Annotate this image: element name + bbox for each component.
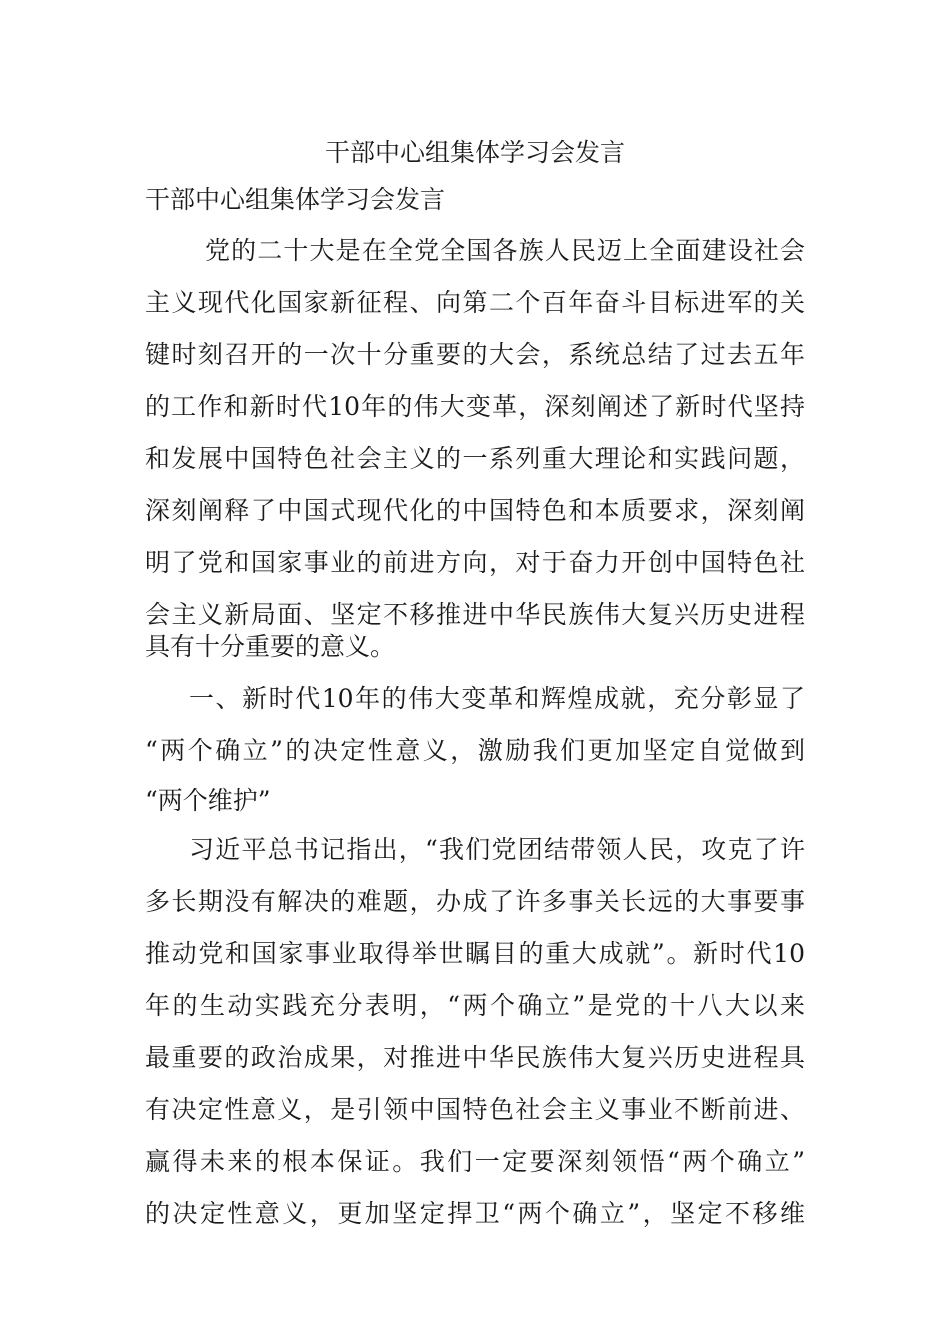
paragraph-line: 推动党和国家事业取得举世瞩目的重大成就”。新时代10 xyxy=(145,939,805,968)
paragraph-line: 多长期没有解决的难题，办成了许多事关长远的大事要事 xyxy=(145,887,805,916)
paragraph-line: 年的生动实践充分表明，“两个确立”是党的十八大以来 xyxy=(145,991,805,1020)
document-subtitle: 干部中心组集体学习会发言 xyxy=(145,185,446,214)
paragraph-line: 党的二十大是在全党全国各族人民迈上全面建设社会 xyxy=(205,236,805,265)
paragraph-line: 最重要的政治成果，对推进中华民族伟大复兴历史进程具 xyxy=(145,1043,805,1072)
section-heading-line: “两个维护” xyxy=(145,786,271,815)
paragraph-line: 有决定性意义，是引领中国特色社会主义事业不断前进、 xyxy=(145,1095,805,1124)
paragraph-line: 明了党和国家事业的前进方向，对于奋力开创中国特色社 xyxy=(145,548,805,577)
paragraph-line: 主义现代化国家新征程、向第二个百年奋斗目标进军的关 xyxy=(145,288,805,317)
paragraph-line: 赢得未来的根本保证。我们一定要深刻领悟“两个确立” xyxy=(145,1147,805,1176)
section-heading-line: 一、新时代10年的伟大变革和辉煌成就，充分彰显了 xyxy=(189,684,805,713)
paragraph-line: 具有十分重要的意义。 xyxy=(145,632,396,661)
section-heading-line: “两个确立”的决定性意义，激励我们更加坚定自觉做到 xyxy=(145,736,805,765)
paragraph-line: 和发展中国特色社会主义的一系列重大理论和实践问题， xyxy=(145,444,805,473)
paragraph-line: 深刻阐释了中国式现代化的中国特色和本质要求，深刻阐 xyxy=(145,496,805,525)
paragraph-line: 键时刻召开的一次十分重要的大会，系统总结了过去五年 xyxy=(145,340,805,369)
paragraph-line: 的决定性意义，更加坚定捍卫“两个确立”，坚定不移维 xyxy=(145,1199,805,1228)
paragraph-line: 的工作和新时代10年的伟大变革，深刻阐述了新时代坚持 xyxy=(145,392,805,421)
document-title: 干部中心组集体学习会发言 xyxy=(324,138,625,167)
paragraph-line: 习近平总书记指出，“我们党团结带领人民，攻克了许 xyxy=(189,835,805,864)
paragraph-line: 会主义新局面、坚定不移推进中华民族伟大复兴历史进程 xyxy=(145,600,805,629)
